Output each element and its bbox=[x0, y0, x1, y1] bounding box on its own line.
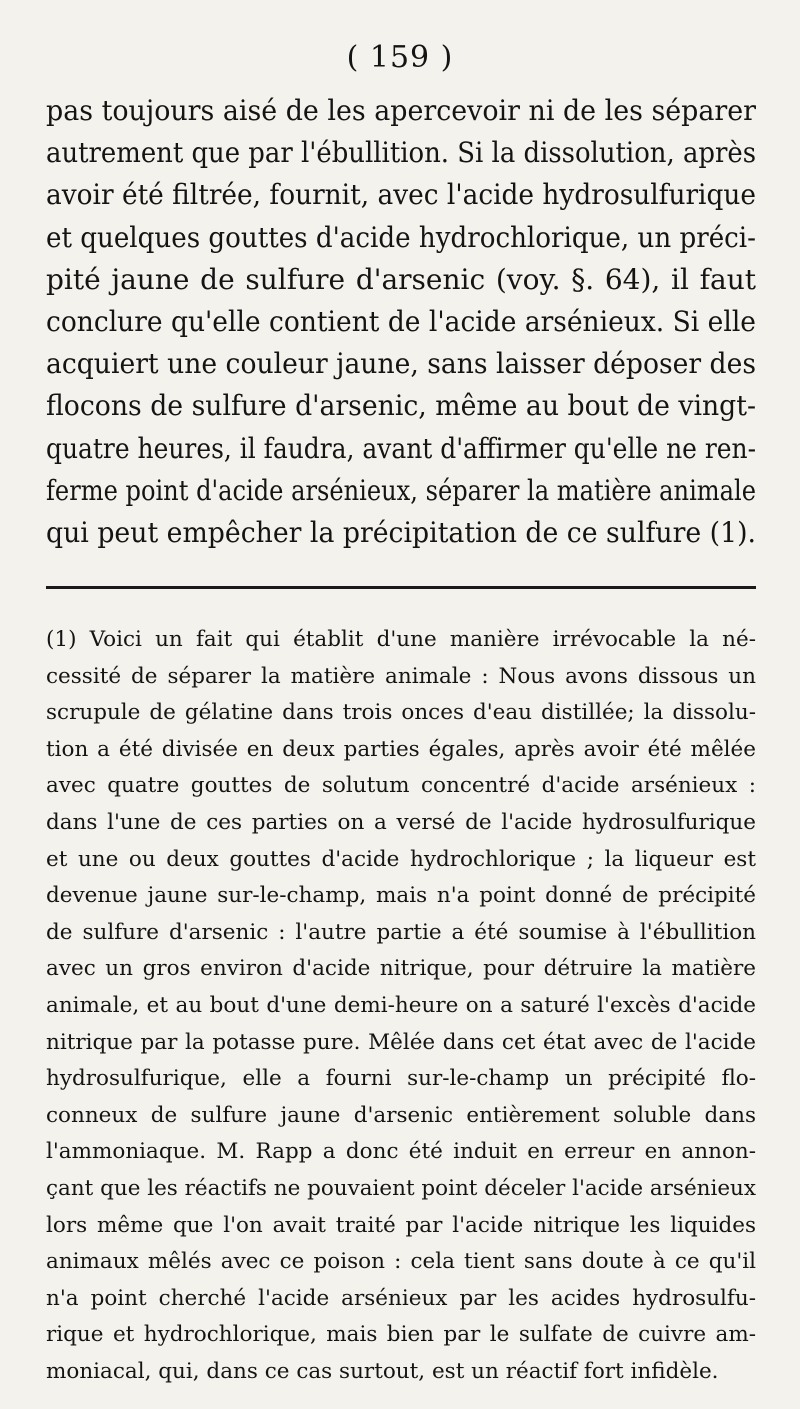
footnote-line: (1) Voici un fait qui établit d'une manière irrévocable la né- bbox=[46, 627, 756, 652]
footnote-line: hydrosulfurique, elle a fourni sur-le-champ un précipité flo- bbox=[46, 1066, 756, 1092]
text-line: avoir été filtrée, fournit, avec l'acide hydrosulfurique bbox=[46, 178, 756, 212]
footnote-line: animaux mêlés avec ce poison : cela tient sans doute à ce qu'il bbox=[46, 1249, 756, 1275]
footnote-line: n'a point cherché l'acide arsénieux par les acides hydrosulfu- bbox=[46, 1285, 756, 1311]
text-line: ferme point d'acide arsénieux, séparer la matière animale bbox=[46, 473, 756, 507]
text-line: conclure qu'elle contient de l'acide arsénieux. Si elle bbox=[46, 305, 756, 339]
footnote-line: moniacal, qui, dans ce cas surtout, est un réactif fort infidèle. bbox=[46, 1358, 719, 1384]
page-number: ( 159 ) bbox=[346, 40, 454, 75]
text-line: pité jaune de sulfure d'arsenic (voy. §. 64), il faut bbox=[46, 262, 756, 296]
text-line: quatre heures, il faudra, avant d'affirmer qu'elle ne ren- bbox=[46, 431, 756, 465]
footnote-line: devenue jaune sur-le-champ, mais n'a point donné de précipité bbox=[46, 883, 756, 909]
footnote-line: avec un gros environ d'acide nitrique, pour détruire la matière bbox=[46, 956, 756, 982]
footnote-line: dans l'une de ces parties on a versé de l'acide hydrosulfurique bbox=[46, 809, 756, 835]
footnote-line: conneux de sulfure jaune d'arsenic entièrement soluble dans bbox=[46, 1102, 756, 1128]
footnote bbox=[46, 622, 756, 1390]
footnote-line: de sulfure d'arsenic : l'autre partie a été soumise à l'ébullition bbox=[46, 919, 756, 945]
main-paragraph bbox=[46, 90, 756, 554]
text-line: qui peut empêcher la précipitation de ce sulfure (1). bbox=[46, 516, 756, 550]
text-line: et quelques gouttes d'acide hydrochlorique, un préci- bbox=[46, 220, 756, 254]
footnote-divider bbox=[46, 586, 756, 589]
footnote-line: scrupule de gélatine dans trois onces d'eau distillée; la dissolu- bbox=[46, 700, 756, 726]
text-line: flocons de sulfure d'arsenic, même au bout de vingt- bbox=[46, 389, 756, 423]
footnote-line: nitrique par la potasse pure. Mêlée dans cet état avec de l'acide bbox=[46, 1029, 756, 1055]
footnote-line: lors même que l'on avait traité par l'acide nitrique les liquides bbox=[46, 1212, 756, 1238]
text-line: pas toujours aisé de les apercevoir ni de les séparer bbox=[46, 94, 756, 127]
footnote-line: cessité de séparer la matière animale : Nous avons dissous un bbox=[46, 663, 756, 689]
footnote-line: l'ammoniaque. M. Rapp a donc été induit en erreur en annon- bbox=[46, 1139, 756, 1165]
footnote-line: et une ou deux gouttes d'acide hydrochlorique ; la liqueur est bbox=[46, 846, 756, 872]
footnote-line: avec quatre gouttes de solutum concentré d'acide arsénieux : bbox=[46, 773, 756, 799]
text-line: acquiert une couleur jaune, sans laisser déposer des bbox=[46, 347, 756, 381]
footnote-line: tion a été divisée en deux parties égales, après avoir été mêlée bbox=[46, 736, 756, 762]
footnote-line: animale, et au bout d'une demi-heure on a saturé l'excès d'acide bbox=[46, 992, 756, 1018]
footnote-line: rique et hydrochlorique, mais bien par le sulfate de cuivre am- bbox=[46, 1322, 756, 1348]
footnote-line: çant que les réactifs ne pouvaient point déceler l'acide arsénieux bbox=[46, 1175, 756, 1201]
text-line: autrement que par l'ébullition. Si la dissolution, après bbox=[46, 136, 756, 170]
